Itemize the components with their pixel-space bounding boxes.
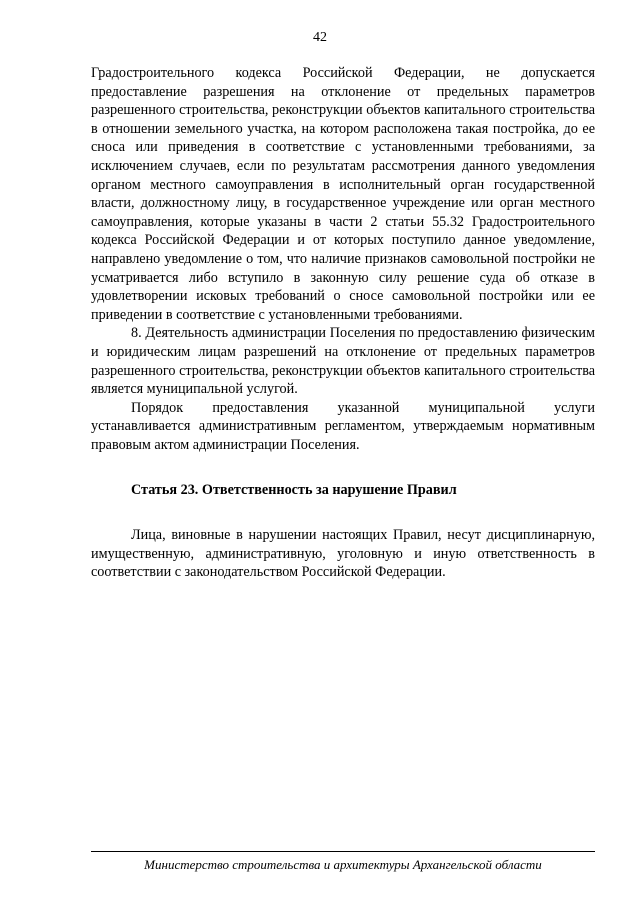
paragraph-procedure: Порядок предоставления указанной муниципальной услуги устанавливается административным регламентом, утверждаемым нормативным правовым актом администрации Поселения.: [91, 399, 595, 453]
page-number: 42: [313, 30, 327, 45]
article-paragraph: Лица, виновные в нарушении настоящих Правил, несут дисциплинарную, имущественную, административную, уголовную и иную ответственность в соответствии с законодательством Российской Федерации.: [91, 527, 595, 581]
paragraph-item-8: 8. Деятельность администрации Поселения по предоставлению физическим и юридическим лицам разрешений на отклонение от предельных параметров разрешенного строительства, реконструкции объектов капитального строительства является муниципальной услугой.: [91, 325, 595, 398]
document-body: [91, 64, 595, 582]
paragraph-continuation: Градостроительного кодекса Российской Федерации, не допускается предоставление разрешения на отклонение от предельных параметров разрешенного строительства, реконструкции объектов капитального строительства в отношении земельного участка, на котором расположена такая постройка, до ее сноса или приведения в соответствие с установленными требованиями, за исключением случаев, если по результатам рассмотрения данного уведомления органом местного самоуправления в исполнительный орган государственной власти, должностному лицу, в государственное учреждение или орган местного самоуправления, которые указаны в части 2 статьи 55.32 Градостроительного кодекса Российской Федерации и от которых поступило данное уведомление, направлено уведомление о том, что наличие признаков самовольной постройки не усматривается либо вступило в законную силу решение суда об отказе в удовлетворении исковых требований о сносе самовольной постройки или ее приведении в соответствие с установленными требованиями.: [91, 65, 595, 323]
article-title: Статья 23. Ответственность за нарушение Правил: [131, 482, 457, 499]
footer-divider: [91, 851, 595, 852]
footer-text: Министерство строительства и архитектуры Архангельской области: [144, 857, 542, 872]
